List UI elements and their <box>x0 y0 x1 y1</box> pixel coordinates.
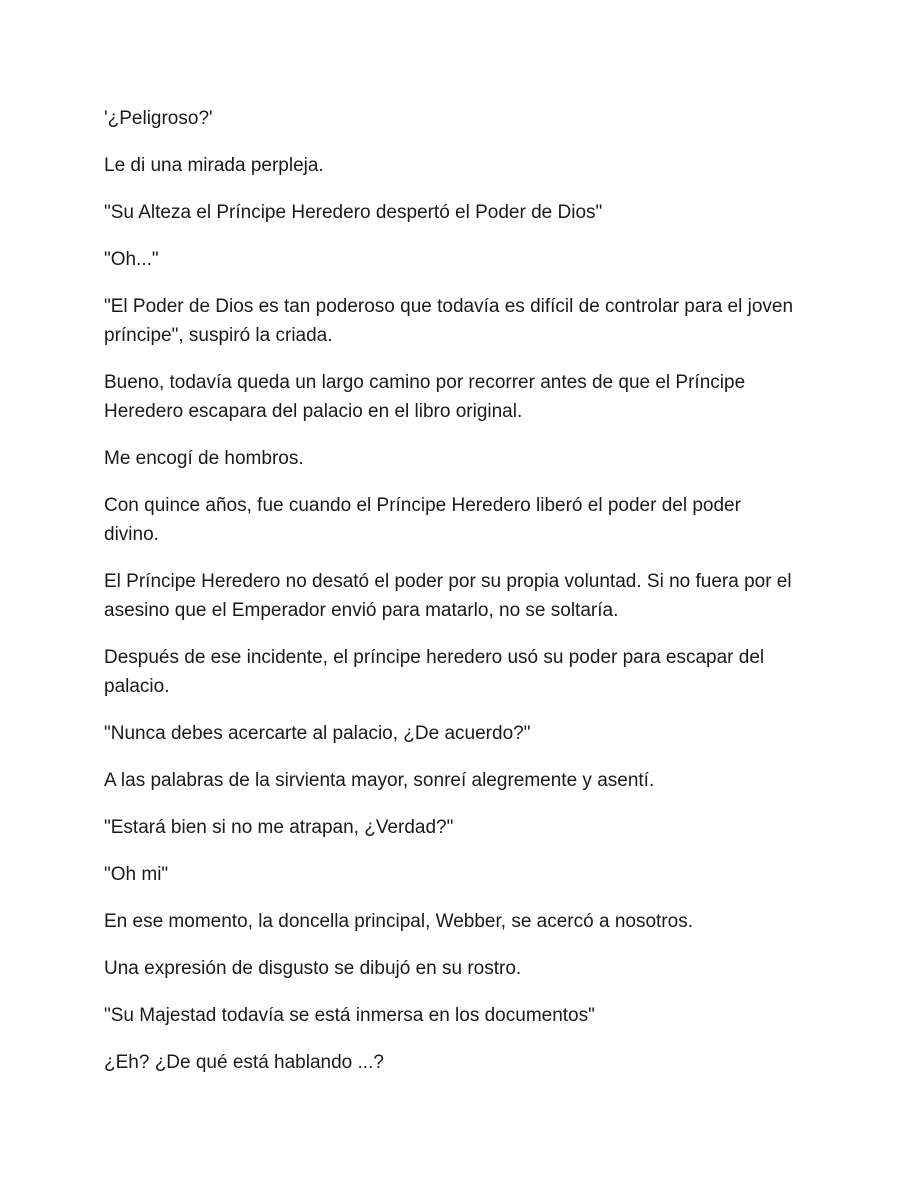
paragraph-18: ¿Eh? ¿De qué está hablando ...? <box>104 1052 384 1073</box>
paragraph-3: "Su Alteza el Príncipe Heredero despertó el Poder de Dios" <box>104 202 603 223</box>
paragraph-11: "Nunca debes acercarte al palacio, ¿De acuerdo?" <box>104 723 531 744</box>
paragraph-5: "El Poder de Dios es tan poderoso que todavía es difícil de controlar para el joven príncipe", suspiró la criada. <box>104 296 794 346</box>
paragraph-17: "Su Majestad todavía se está inmersa en los documentos" <box>104 1005 595 1026</box>
paragraph-10: Después de ese incidente, el príncipe heredero usó su poder para escapar del palacio. <box>104 647 765 697</box>
paragraph-4: "Oh..." <box>104 249 159 270</box>
paragraph-13: "Estará bien si no me atrapan, ¿Verdad?" <box>104 817 454 838</box>
paragraph-7: Me encogí de hombros. <box>104 448 304 469</box>
paragraph-1: '¿Peligroso?' <box>104 108 213 129</box>
paragraph-14: "Oh mi" <box>104 864 169 885</box>
document-page <box>104 104 794 1095</box>
paragraph-6: Bueno, todavía queda un largo camino por recorrer antes de que el Príncipe Heredero escapara del palacio en el libro original. <box>104 372 746 422</box>
paragraph-16: Una expresión de disgusto se dibujó en su rostro. <box>104 958 522 979</box>
paragraph-12: A las palabras de la sirvienta mayor, sonreí alegremente y asentí. <box>104 770 655 791</box>
paragraph-2: Le di una mirada perpleja. <box>104 155 324 176</box>
paragraph-9: El Príncipe Heredero no desató el poder por su propia voluntad. Si no fuera por el asesino que el Emperador envió para matarlo, no se soltaría. <box>104 571 792 621</box>
paragraph-15: En ese momento, la doncella principal, Webber, se acercó a nosotros. <box>104 911 693 932</box>
paragraph-8: Con quince años, fue cuando el Príncipe Heredero liberó el poder del poder divino. <box>104 495 741 545</box>
